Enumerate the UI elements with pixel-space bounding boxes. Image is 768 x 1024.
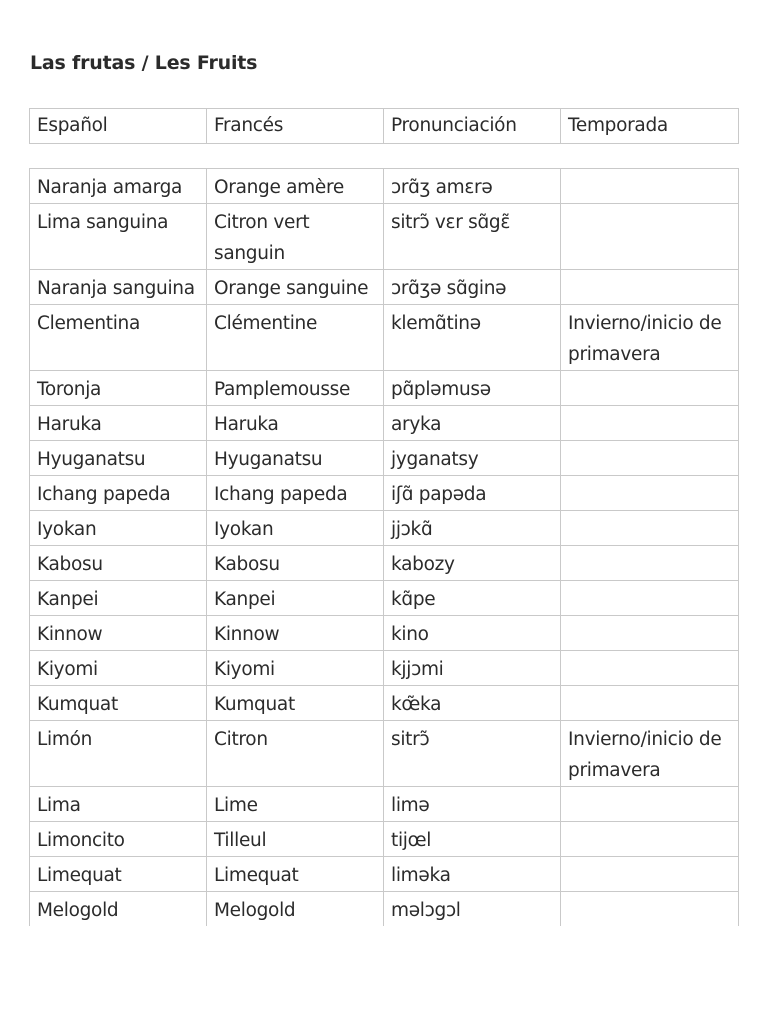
cell-french: Citron [207, 721, 384, 787]
table-row [30, 822, 739, 857]
cell-pronunciation: ɔrɑ̃ʒə sɑ̃ginə [384, 270, 561, 305]
cell-pronunciation: kabozy [384, 546, 561, 581]
table-row [30, 546, 739, 581]
cell-spanish: Clementina [30, 305, 207, 371]
cell-pronunciation: jyganatsy [384, 441, 561, 476]
cell-pronunciation: məlɔgɔl [384, 892, 561, 927]
cell-season: Invierno/inicio de primavera [561, 721, 739, 787]
table-row [30, 892, 739, 927]
table-row [30, 476, 739, 511]
cell-season [561, 787, 739, 822]
cell-spanish: Limoncito [30, 822, 207, 857]
cell-french: Kinnow [207, 616, 384, 651]
cell-spanish: Toronja [30, 371, 207, 406]
header-pronunciation: Pronunciación [384, 109, 561, 144]
cell-season [561, 441, 739, 476]
cell-french: Kumquat [207, 686, 384, 721]
cell-season [561, 204, 739, 270]
cell-pronunciation: ɔrɑ̃ʒ amɛrə [384, 169, 561, 204]
cell-season [561, 651, 739, 686]
table-row [30, 441, 739, 476]
header-row [30, 109, 739, 144]
cell-spanish: Kabosu [30, 546, 207, 581]
cell-french: Orange amère [207, 169, 384, 204]
cell-french: Lime [207, 787, 384, 822]
cell-spanish: Lima sanguina [30, 204, 207, 270]
table-row [30, 169, 739, 204]
table-row [30, 686, 739, 721]
cell-season [561, 581, 739, 616]
header-french: Francés [207, 109, 384, 144]
cell-french: Haruka [207, 406, 384, 441]
cell-spanish: Naranja sanguina [30, 270, 207, 305]
cell-spanish: Ichang papeda [30, 476, 207, 511]
cell-spanish: Naranja amarga [30, 169, 207, 204]
page-title: Las frutas / Les Fruits [30, 52, 258, 74]
table-row [30, 305, 739, 371]
cell-pronunciation: klemɑ̃tinə [384, 305, 561, 371]
cell-pronunciation: sitrɔ̃ [384, 721, 561, 787]
cell-pronunciation: limə [384, 787, 561, 822]
cell-season [561, 371, 739, 406]
cell-french: Melogold [207, 892, 384, 927]
table-row [30, 581, 739, 616]
cell-spanish: Melogold [30, 892, 207, 927]
cell-season [561, 270, 739, 305]
cell-season [561, 476, 739, 511]
cell-season [561, 511, 739, 546]
fruit-table [29, 168, 739, 926]
cell-season [561, 892, 739, 927]
table-row [30, 721, 739, 787]
cell-french: Ichang papeda [207, 476, 384, 511]
table-row [30, 270, 739, 305]
cell-french: Citron vert sanguin [207, 204, 384, 270]
table-row [30, 511, 739, 546]
cell-season [561, 169, 739, 204]
cell-spanish: Limequat [30, 857, 207, 892]
table-row [30, 651, 739, 686]
cell-spanish: Kiyomi [30, 651, 207, 686]
header-season: Temporada [561, 109, 739, 144]
cell-season [561, 406, 739, 441]
column-header-table [29, 108, 739, 144]
cell-season [561, 616, 739, 651]
cell-pronunciation: pɑ̃pləmusə [384, 371, 561, 406]
cell-french: Pamplemousse [207, 371, 384, 406]
cell-pronunciation: kino [384, 616, 561, 651]
cell-french: Clémentine [207, 305, 384, 371]
table-row [30, 204, 739, 270]
cell-pronunciation: jjɔkɑ̃ [384, 511, 561, 546]
cell-season: Invierno/inicio de primavera [561, 305, 739, 371]
cell-season [561, 686, 739, 721]
cell-pronunciation: liməka [384, 857, 561, 892]
cell-season [561, 822, 739, 857]
header-spanish: Español [30, 109, 207, 144]
cell-spanish: Lima [30, 787, 207, 822]
cell-spanish: Kanpei [30, 581, 207, 616]
cell-pronunciation: tijœl [384, 822, 561, 857]
cell-spanish: Haruka [30, 406, 207, 441]
cell-pronunciation: sitrɔ̃ vɛr sɑ̃gɛ̃ [384, 204, 561, 270]
cell-french: Tilleul [207, 822, 384, 857]
cell-spanish: Kinnow [30, 616, 207, 651]
cell-french: Limequat [207, 857, 384, 892]
table-row [30, 371, 739, 406]
cell-french: Orange sanguine [207, 270, 384, 305]
table-row [30, 616, 739, 651]
cell-spanish: Hyuganatsu [30, 441, 207, 476]
cell-french: Hyuganatsu [207, 441, 384, 476]
cell-pronunciation: kœ̃ka [384, 686, 561, 721]
table-row [30, 787, 739, 822]
cell-pronunciation: iʃɑ̃ papəda [384, 476, 561, 511]
cell-pronunciation: aryka [384, 406, 561, 441]
cell-spanish: Iyokan [30, 511, 207, 546]
cell-season [561, 857, 739, 892]
cell-french: Kiyomi [207, 651, 384, 686]
cell-french: Iyokan [207, 511, 384, 546]
cell-spanish: Kumquat [30, 686, 207, 721]
cell-season [561, 546, 739, 581]
cell-french: Kabosu [207, 546, 384, 581]
table-row [30, 857, 739, 892]
cell-spanish: Limón [30, 721, 207, 787]
cell-french: Kanpei [207, 581, 384, 616]
cell-pronunciation: kɑ̃pe [384, 581, 561, 616]
table-row [30, 406, 739, 441]
cell-pronunciation: kjjɔmi [384, 651, 561, 686]
